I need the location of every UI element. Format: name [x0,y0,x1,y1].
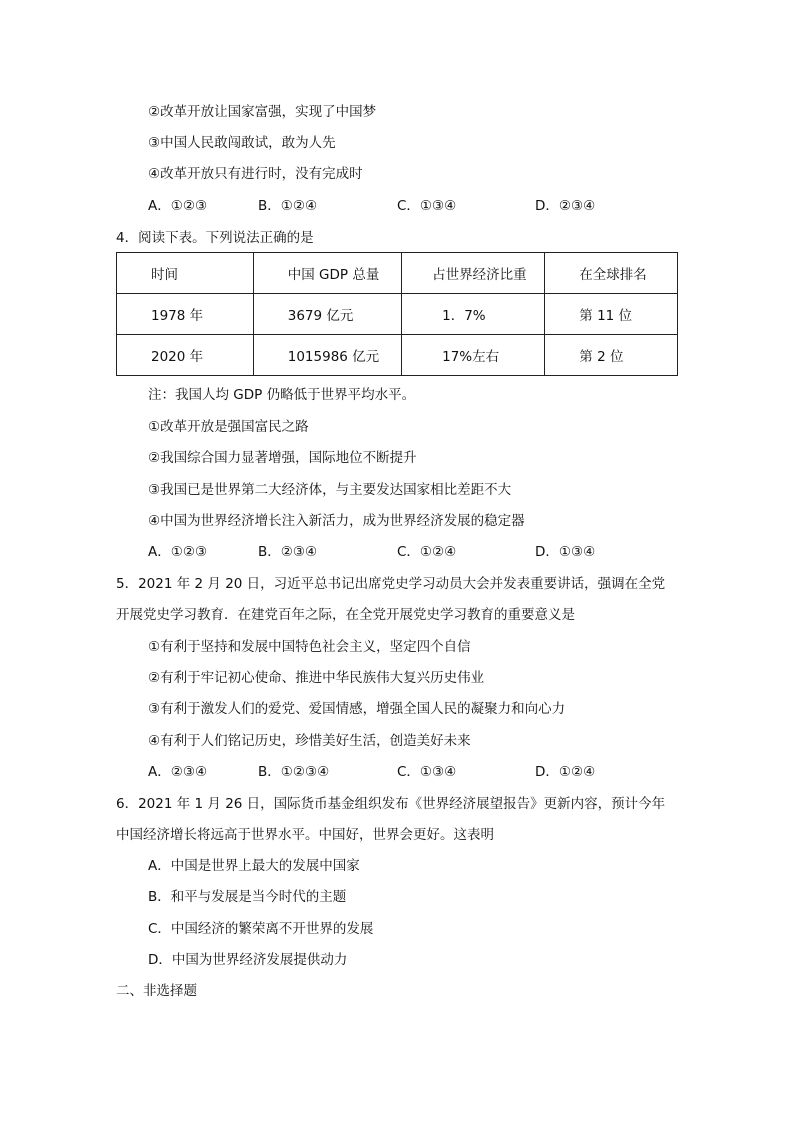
q4-option-a: A．①②③ [148,544,208,560]
table-row [117,335,678,376]
q4-options [148,543,668,561]
table-header-cell: 中国 GDP 总量 [253,253,401,294]
table-cell: 2020 年 [117,335,254,376]
q6-choice-b: B．和平与发展是当今时代的主题 [148,889,347,905]
table-header-cell: 在全球排名 [545,253,678,294]
table-header-cell: 占世界经济比重 [402,253,545,294]
q3-option-c: C．①③④ [397,198,457,214]
q4-option-b: B．②③④ [258,544,318,560]
q5-option-a: A．②③④ [148,764,208,780]
q4-stem: 4．阅读下表。下列说法正确的是 [116,230,314,246]
q4-option-c: C．①②④ [397,544,457,560]
q4-option-d: D．①③④ [535,544,596,560]
q3-item-4: ④改革开放只有进行时，没有完成时 [148,166,363,182]
section-title: 二、非选择题 [116,983,197,999]
q5-option-d: D．①②④ [535,764,596,780]
table-cell: 17%左右 [402,335,545,376]
q4-item-3: ③我国已是世界第二大经济体，与主要发达国家相比差距不大 [148,482,512,498]
q5-stem-line2: 开展党史学习教育．在建党百年之际，在全党开展党史学习教育的重要意义是 [116,607,575,623]
q5-options [148,763,668,781]
table-cell: 第 11 位 [545,294,678,335]
table-cell: 1．7% [402,294,545,335]
table-header-row [117,253,678,294]
q3-item-3: ③中国人民敢闯敢试，敢为人先 [148,135,336,151]
q3-option-a: A．①②③ [148,198,208,214]
table-cell: 3679 亿元 [253,294,401,335]
q3-option-b: B．①②④ [258,198,318,214]
q5-item-1: ①有利于坚持和发展中国特色社会主义，坚定四个自信 [148,639,471,655]
q5-option-b: B．①②③④ [258,764,330,780]
table-cell: 1015986 亿元 [253,335,401,376]
gdp-table [116,252,678,376]
q5-stem-line1: 5．2021 年 2 月 20 日，习近平总书记出席党史学习动员大会并发表重要讲话，强调在全党 [116,576,666,592]
q5-item-3: ③有利于激发人们的爱党、爱国情感，增强全国人民的凝聚力和向心力 [148,701,566,717]
q4-item-1: ①改革开放是强国富民之路 [148,419,309,435]
q5-option-c: C．①③④ [397,764,457,780]
q4-item-4: ④中国为世界经济增长注入新活力，成为世界经济发展的稳定器 [148,513,525,529]
table-row [117,294,678,335]
table-cell: 第 2 位 [545,335,678,376]
q4-item-2: ②我国综合国力显著增强，国际地位不断提升 [148,450,417,466]
q3-options [148,197,668,215]
q6-stem-line2: 中国经济增长将远高于世界水平。中国好，世界会更好。这表明 [116,827,494,843]
q6-choice-a: A．中国是世界上最大的发展中国家 [148,858,360,874]
q6-stem-line1: 6．2021 年 1 月 26 日，国际货币基金组织发布《世界经济展望报告》更新内容，预计今年 [116,796,666,812]
q3-option-d: D．②③④ [535,198,596,214]
q6-choice-d: D．中国为世界经济发展提供动力 [148,952,348,968]
table-cell: 1978 年 [117,294,254,335]
table-header-cell: 时间 [117,253,254,294]
q5-item-2: ②有利于牢记初心使命、推进中华民族伟大复兴历史伟业 [148,670,485,686]
q4-note: 注：我国人均 GDP 仍略低于世界平均水平。 [148,387,416,403]
q5-item-4: ④有利于人们铭记历史，珍惜美好生活，创造美好未来 [148,733,471,749]
q3-item-2: ②改革开放让国家富强，实现了中国梦 [148,104,377,120]
q6-choice-c: C．中国经济的繁荣离不开世界的发展 [148,921,374,937]
